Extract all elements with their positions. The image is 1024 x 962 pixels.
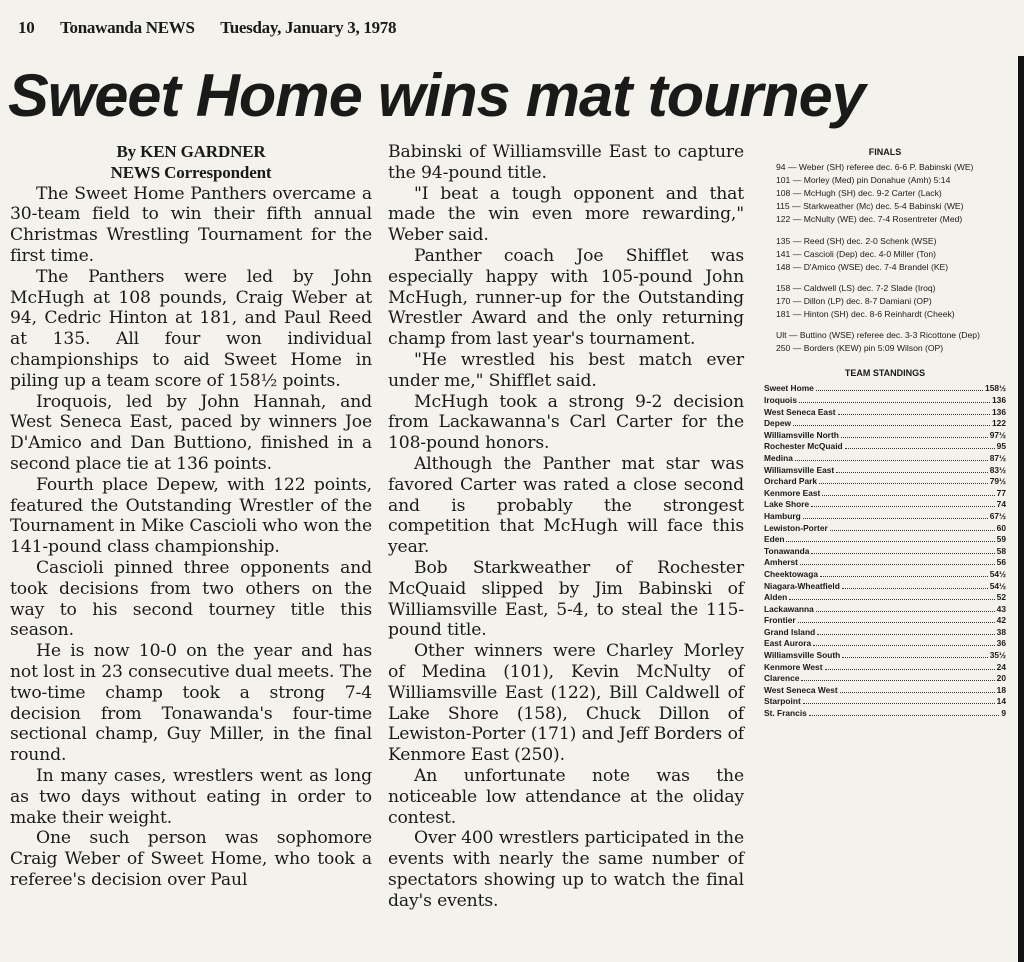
final-result: 148 — D'Amico (WSE) dec. 7-4 Brandel (KE) [776,261,949,272]
paragraph: Although the Panther mat star was favored Carter was rated a close second and is probably the strongest competition that McHugh will face this year. [388,453,744,558]
standings-row [764,417,1006,429]
standings-row [764,440,1006,452]
standings-row [764,475,1006,487]
paper-name: Tonawanda NEWS [60,18,195,37]
standings-row [764,510,1006,522]
leader-dots [830,522,995,531]
leader-dots [803,510,988,519]
leader-dots [817,626,994,635]
leader-dots [813,637,995,646]
paragraph: "He wrestled his best match ever under me," Shifflet said. [388,349,744,391]
leader-dots [795,452,988,461]
leader-dots [819,475,988,484]
team-name: Alden [764,592,788,603]
team-name: Kenmore West [764,661,823,672]
byline-role: NEWS Correspondent [110,162,272,182]
team-score: 54½ [989,568,1006,579]
team-name: Williamsville East [764,464,835,475]
article-column-2 [388,142,744,911]
leader-dots [799,394,990,403]
team-score: 18 [996,684,1006,695]
team-name: West Seneca West [764,684,838,695]
team-score: 58 [996,545,1006,556]
standings-row [764,464,1006,476]
team-name: Grand Island [764,626,816,637]
team-name: Depew [764,418,791,429]
final-result: 170 — Dillon (LP) dec. 8-7 Damiani (OP) [776,295,932,306]
team-score: 158½ [985,383,1006,394]
leader-dots [820,568,988,577]
leader-dots [825,661,995,670]
leader-dots [845,440,995,449]
standings-row [764,568,1006,580]
team-score: 136 [992,406,1006,417]
masthead [18,18,418,38]
leader-dots [800,556,995,565]
paragraph: Iroquois, led by John Hannah, and West Seneca East, paced by winners Joe D'Amico and Dan Buttiono, finished in a second place tie at 136 points. [10,391,372,474]
team-name: Starpoint [764,696,801,707]
leader-dots [801,672,994,681]
paragraph: Fourth place Depew, with 122 points, featured the Outstanding Wrestler of the Tournament in Mike Cascioli who won the 141-pound class championship. [10,474,372,558]
standings-row [764,394,1006,406]
standings-row [764,684,1006,696]
standings-row [764,545,1006,557]
leader-dots [836,464,987,473]
team-name: Eden [764,534,785,545]
team-score: 122 [992,418,1006,429]
standings-row [764,614,1006,626]
team-name: Medina [764,452,793,463]
finals-heading: FINALS [868,147,902,157]
leader-dots [840,684,995,693]
page-number: 10 [18,18,35,37]
team-score: 43 [996,603,1006,614]
final-result: 122 — McNulty (WE) dec. 7-4 Rosentreter (Med) [776,214,963,225]
final-result: 250 — Borders (KEW) pin 5:09 Wilson (OP) [776,343,944,354]
team-name: Sweet Home [764,383,814,394]
page-edge [1018,56,1024,962]
team-name: Clarence [764,673,800,684]
paragraph: One such person was sophomore Craig Weber of Sweet Home, who took a referee's decision over Paul [10,828,372,890]
team-name: Tonawanda [764,545,810,556]
team-score: 95 [996,441,1006,452]
standings-row [764,603,1006,615]
leader-dots [822,487,994,496]
standings-row [764,556,1006,568]
standings-row [764,382,1006,394]
team-name: Hamburg [764,510,801,521]
team-name: Iroquois [764,395,798,405]
team-score: 35½ [989,650,1006,661]
standings-row [764,498,1006,510]
paragraph: The Sweet Home Panthers overcame a 30-team field to win their fifth annual Christmas Wrestling Tournament for the first time. [10,183,372,266]
team-standings [764,367,1006,718]
final-result: 108 — McHugh (SH) dec. 9-2 Carter (Lack) [776,188,942,199]
team-name: Lackawanna [764,603,814,614]
final-result: 101 — Morley (Med) pin Donahue (Amh) 5:14 [776,175,951,186]
standings-row [764,406,1006,418]
paragraph: An unfortunate note was the noticeable low attendance at the oliday contest. [388,765,744,828]
team-name: Orchard Park [764,476,818,487]
leader-dots [811,498,995,507]
leader-dots [811,545,994,554]
team-score: 87½ [989,452,1006,463]
team-name: Kenmore East [764,487,821,498]
paragraph: Over 400 wrestlers participated in the events with nearly the same number of spectators showing up to watch the final day's events. [388,828,744,911]
team-score: 67½ [989,510,1006,521]
issue-date: Tuesday, January 3, 1978 [220,18,397,37]
paragraph: Panther coach Joe Shifflet was especially happy with 105-pound John McHugh, runner-up for the Outstanding Wrestler Award and the only returning champ from last year's tournament. [388,245,744,350]
leader-dots [816,382,983,391]
final-result: Ult — Buttino (WSE) referee dec. 3-3 Ricottone (Dep) [776,330,980,341]
team-name: Niagara-Wheatfield [764,580,840,591]
team-score: 38 [996,626,1006,637]
standings-row [764,580,1006,592]
standings-row [764,626,1006,638]
team-name: Williamsville South [764,650,841,661]
final-result: 158 — Caldwell (LS) dec. 7-2 Slade (Iroq) [776,282,936,293]
results-column [764,146,1006,719]
paragraph: McHugh took a strong 9-2 decision from Lackawanna's Carl Carter for the 108-pound honors. [388,391,744,454]
standings-row [764,487,1006,499]
team-name: St. Francis [764,708,807,719]
team-score: 52 [996,592,1006,603]
standings-heading: TEAM STANDINGS [844,368,926,379]
team-score: 20 [996,673,1006,684]
team-name: Amherst [764,557,798,568]
team-name: Lake Shore [764,499,810,510]
team-score: 97½ [989,429,1006,440]
leader-dots [793,417,990,426]
team-score: 60 [996,522,1006,533]
leader-dots [841,429,988,438]
headline: Sweet Home wins mat tourney [8,62,865,129]
team-name: Frontier [764,615,796,626]
team-score: 14 [996,696,1006,707]
leader-dots [842,580,988,589]
team-score: 79½ [989,476,1006,487]
leader-dots [842,649,987,658]
team-score: 42 [996,615,1006,626]
leader-dots [838,406,990,415]
standings-row [764,695,1006,707]
byline-author: By KEN GARDNER [116,142,266,161]
final-result: 115 — Starkweather (Mc) dec. 5-4 Babinski (WE) [776,201,964,212]
paragraph: Babinski of Williamsville East to capture the 94-pound title. [388,142,744,183]
team-score: 54½ [989,580,1006,591]
team-score: 77 [996,487,1006,498]
standings-row [764,533,1006,545]
paragraph: The Panthers were led by John McHugh at 108 pounds, Craig Weber at 94, Cedric Hinton at 181, and Paul Reed at 135. All four won individual championships to aid Sweet Home in piling up a team score of 158½ points. [10,266,372,391]
standings-row [764,452,1006,464]
paragraph: He is now 10-0 on the year and has not lost in 23 consecutive dual meets. The two-time champ took a strong 7-4 decision from Tonawanda's four-time sectional champ, Guy Miller, in the final round. [10,641,372,766]
team-name: West Seneca East [764,406,836,417]
team-name: Williamsville North [764,429,839,440]
final-result: 141 — Cascioli (Dep) dec. 4-0 Miller (Ton) [776,248,936,259]
team-score: 24 [996,661,1006,672]
standings-row [764,591,1006,603]
team-score: 136 [992,395,1006,405]
standings-row [764,429,1006,441]
leader-dots [789,591,994,600]
leader-dots [786,533,994,542]
team-score: 74 [996,499,1006,510]
leader-dots [803,695,995,704]
standings-row [764,649,1006,661]
team-score: 56 [996,557,1006,568]
standings-row [764,661,1006,673]
final-result: 94 — Weber (SH) referee dec. 6-6 P. Babinski (WE) [776,162,974,173]
final-result: 135 — Reed (SH) dec. 2-0 Schenk (WSE) [776,235,937,246]
team-name: Rochester McQuaid [764,441,843,452]
paragraph: Bob Starkweather of Rochester McQuaid slipped by Jim Babinski of Williamsville East, 5-4, to steal the 115-pound title. [388,557,744,641]
team-score: 36 [996,638,1006,649]
paragraph: "I beat a tough opponent and that made the win even more rewarding," Weber said. [388,183,744,246]
paragraph: In many cases, wrestlers went as long as two days without eating in order to make their weight. [10,765,372,828]
leader-dots [798,614,995,623]
team-score: 9 [1001,708,1006,719]
standings-row [764,522,1006,534]
standings-row [764,672,1006,684]
leader-dots [809,707,1000,716]
final-result: 181 — Hinton (SH) dec. 8-6 Reinhardt (Cheek) [776,309,955,320]
team-name: Cheektowaga [764,568,818,579]
team-score: 59 [996,534,1006,545]
team-name: East Aurora [764,638,812,649]
leader-dots [816,603,995,612]
paragraph: Cascioli pinned three opponents and took decisions from two others on the way to his second tourney title this season. [10,557,372,641]
paragraph: Other winners were Charley Morley of Medina (101), Kevin McNulty of Williamsville East (122), Bill Caldwell of Lake Shore (158), Chuck Dillon of Lewiston-Porter (171) and Jeff Borders of Kenmore East (250). [388,641,744,766]
team-name: Lewiston-Porter [764,522,828,533]
standings-row [764,637,1006,649]
team-score: 83½ [989,464,1006,475]
article-column-1 [10,142,372,891]
standings-row [764,707,1006,719]
